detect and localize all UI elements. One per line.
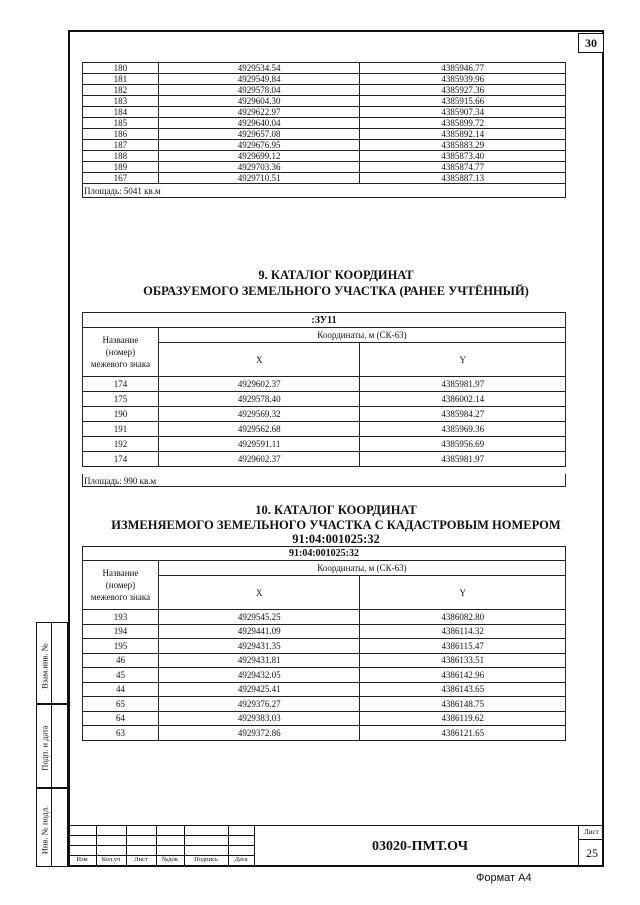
stamp-caption: Изм bbox=[76, 856, 88, 863]
cell-x: 4929376.27 bbox=[158, 697, 360, 712]
coords-table-continued bbox=[82, 62, 566, 184]
cell-x: 4929591.11 bbox=[158, 437, 360, 452]
table-row bbox=[83, 610, 566, 625]
cell-y: 4385981.97 bbox=[360, 452, 566, 467]
sheet-label: Лист bbox=[584, 828, 599, 836]
cell-point: 46 bbox=[83, 653, 159, 668]
cell-point: 174 bbox=[83, 377, 159, 392]
cell-point: 194 bbox=[83, 624, 159, 639]
table-row bbox=[83, 140, 566, 151]
table-row bbox=[83, 107, 566, 118]
table-row bbox=[83, 162, 566, 173]
cell-x: 4929578.04 bbox=[158, 85, 360, 96]
cell-point: 180 bbox=[83, 63, 159, 74]
cell-x: 4929425.41 bbox=[158, 682, 360, 697]
table-row bbox=[83, 697, 566, 712]
section10-title-line1: 10. КАТАЛОГ КООРДИНАТ bbox=[255, 503, 417, 517]
cell-y: 4385899.72 bbox=[360, 118, 566, 129]
cell-y: 4385984.27 bbox=[360, 407, 566, 422]
area-text: Площадь: 990 кв.м bbox=[84, 476, 157, 486]
table-row bbox=[83, 726, 566, 741]
cell-point: 44 bbox=[83, 682, 159, 697]
cell-point: 188 bbox=[83, 151, 159, 162]
cell-y: 4385969.36 bbox=[360, 422, 566, 437]
stamp-caption: Кол.уч bbox=[101, 856, 121, 863]
table-row bbox=[83, 407, 566, 422]
cell-y: 4386115.47 bbox=[360, 639, 566, 654]
cell-point: 182 bbox=[83, 85, 159, 96]
cell-point: 191 bbox=[83, 422, 159, 437]
stamp-caption: №док bbox=[162, 856, 178, 863]
col-coords-header: Координаты, м (СК-63) bbox=[158, 328, 565, 343]
side-box-inv-orig bbox=[36, 788, 68, 867]
cell-y: 4385927.36 bbox=[360, 85, 566, 96]
cell-x: 4929383.03 bbox=[158, 711, 360, 726]
cell-point: 183 bbox=[83, 96, 159, 107]
stamp-caption: Лист bbox=[134, 856, 148, 863]
table-row bbox=[83, 452, 566, 467]
table-row bbox=[83, 668, 566, 683]
table-row bbox=[83, 151, 566, 162]
cell-y: 4386133.51 bbox=[360, 653, 566, 668]
col-y-header: Y bbox=[360, 343, 566, 377]
coords-table-zu11 bbox=[82, 312, 566, 467]
cell-x: 4929372.86 bbox=[158, 726, 360, 741]
table-row bbox=[83, 377, 566, 392]
sheet-number: 30 bbox=[578, 33, 604, 53]
cell-point: 189 bbox=[83, 162, 159, 173]
cell-x: 4929604.30 bbox=[158, 96, 360, 107]
cell-y: 4386119.62 bbox=[360, 711, 566, 726]
cell-x: 4929431.81 bbox=[158, 653, 360, 668]
side-box-inv-replace bbox=[36, 622, 68, 704]
cell-x: 4929545.25 bbox=[158, 610, 360, 625]
cell-x: 4929703.36 bbox=[158, 162, 360, 173]
cell-y: 4385887.13 bbox=[360, 173, 566, 184]
cell-x: 4929578.40 bbox=[158, 392, 360, 407]
cell-y: 4385883.29 bbox=[360, 140, 566, 151]
cell-point: 174 bbox=[83, 452, 159, 467]
coords-table-cadastral bbox=[82, 546, 566, 741]
cell-y: 4385915.66 bbox=[360, 96, 566, 107]
table-row bbox=[83, 682, 566, 697]
side-label: Подп. и дата bbox=[39, 725, 50, 771]
area-row bbox=[82, 184, 566, 198]
cell-x: 4929431.35 bbox=[158, 639, 360, 654]
cell-y: 4385907.34 bbox=[360, 107, 566, 118]
table-row bbox=[83, 437, 566, 452]
sheet-page-number: 25 bbox=[586, 846, 598, 860]
cell-x: 4929569.32 bbox=[158, 407, 360, 422]
title-block bbox=[68, 825, 604, 867]
cell-y: 4385946.77 bbox=[360, 63, 566, 74]
side-label: Инв. № подл. bbox=[39, 805, 50, 855]
cell-x: 4929676.95 bbox=[158, 140, 360, 151]
cell-y: 4386002.14 bbox=[360, 392, 566, 407]
table-row bbox=[83, 711, 566, 726]
cell-y: 4385939.96 bbox=[360, 74, 566, 85]
col-name-header: Название (номер) межевого знака bbox=[83, 328, 159, 377]
cell-x: 4929534.54 bbox=[158, 63, 360, 74]
cell-y: 4386121.65 bbox=[360, 726, 566, 741]
cell-point: 167 bbox=[83, 173, 159, 184]
cell-point: 190 bbox=[83, 407, 159, 422]
cell-y: 4385874.77 bbox=[360, 162, 566, 173]
stamp-caption: Подпись bbox=[194, 856, 218, 863]
table-row bbox=[83, 392, 566, 407]
table-row bbox=[83, 173, 566, 184]
cell-point: 65 bbox=[83, 697, 159, 712]
parcel-id: :ЗУ11 bbox=[83, 313, 566, 328]
cell-point: 64 bbox=[83, 711, 159, 726]
col-coords-header: Координаты, м (СК-63) bbox=[158, 561, 565, 576]
table-row bbox=[83, 74, 566, 85]
col-x-header: X bbox=[158, 343, 360, 377]
section9-title-line2: ОБРАЗУЕМОГО ЗЕМЕЛЬНОГО УЧАСТКА (РАНЕЕ УЧТЁННЫЙ) bbox=[143, 284, 529, 298]
table-row bbox=[83, 624, 566, 639]
section10-title-line3: 91:04:001025:32 bbox=[292, 532, 380, 546]
cell-y: 4386148.75 bbox=[360, 697, 566, 712]
section9-title-line1: 9. КАТАЛОГ КООРДИНАТ bbox=[258, 268, 414, 282]
cell-y: 4386143.65 bbox=[360, 682, 566, 697]
cell-point: 185 bbox=[83, 118, 159, 129]
document-code: 03020-ПМТ.ОЧ bbox=[371, 839, 469, 854]
table-row bbox=[83, 96, 566, 107]
format-label: Формат А4 bbox=[476, 872, 532, 884]
cell-x: 4929657.08 bbox=[158, 129, 360, 140]
table-row bbox=[83, 653, 566, 668]
cell-point: 186 bbox=[83, 129, 159, 140]
side-box-sign-date bbox=[36, 704, 68, 788]
table-row bbox=[83, 63, 566, 74]
cell-y: 4385956.69 bbox=[360, 437, 566, 452]
cell-point: 195 bbox=[83, 639, 159, 654]
cell-x: 4929602.37 bbox=[158, 452, 360, 467]
cell-x: 4929441.09 bbox=[158, 624, 360, 639]
area-row bbox=[82, 474, 566, 487]
table-row bbox=[83, 129, 566, 140]
cell-point: 184 bbox=[83, 107, 159, 118]
parcel-id: 91:04:001025:32 bbox=[83, 547, 566, 561]
cell-x: 4929602.37 bbox=[158, 377, 360, 392]
table-row bbox=[83, 118, 566, 129]
col-y-header: Y bbox=[360, 576, 566, 610]
side-label: Взам.инв. № bbox=[39, 643, 50, 689]
cell-x: 4929710.51 bbox=[158, 173, 360, 184]
cell-point: 192 bbox=[83, 437, 159, 452]
cell-x: 4929562.68 bbox=[158, 422, 360, 437]
cell-y: 4386082.80 bbox=[360, 610, 566, 625]
cell-point: 45 bbox=[83, 668, 159, 683]
cell-y: 4385981.97 bbox=[360, 377, 566, 392]
cell-x: 4929640.04 bbox=[158, 118, 360, 129]
cell-x: 4929549.84 bbox=[158, 74, 360, 85]
table-row bbox=[83, 85, 566, 96]
cell-point: 187 bbox=[83, 140, 159, 151]
cell-x: 4929622.97 bbox=[158, 107, 360, 118]
cell-point: 181 bbox=[83, 74, 159, 85]
cell-y: 4385873.40 bbox=[360, 151, 566, 162]
stamp-caption: Дата bbox=[234, 856, 248, 863]
cell-y: 4386142.96 bbox=[360, 668, 566, 683]
table-row bbox=[83, 422, 566, 437]
cell-x: 4929699.12 bbox=[158, 151, 360, 162]
cell-point: 63 bbox=[83, 726, 159, 741]
cell-y: 4385892.14 bbox=[360, 129, 566, 140]
cell-point: 193 bbox=[83, 610, 159, 625]
col-x-header: X bbox=[158, 576, 360, 610]
area-text: Площадь: 5041 кв.м bbox=[84, 186, 161, 196]
section10-title-line2: ИЗМЕНЯЕМОГО ЗЕМЕЛЬНОГО УЧАСТКА С КАДАСТРОВЫМ НОМЕРОМ bbox=[111, 518, 561, 532]
cell-point: 175 bbox=[83, 392, 159, 407]
cell-x: 4929432.05 bbox=[158, 668, 360, 683]
cell-y: 4386114.32 bbox=[360, 624, 566, 639]
table-row bbox=[83, 639, 566, 654]
col-name-header: Название (номер) межевого знака bbox=[83, 561, 159, 610]
